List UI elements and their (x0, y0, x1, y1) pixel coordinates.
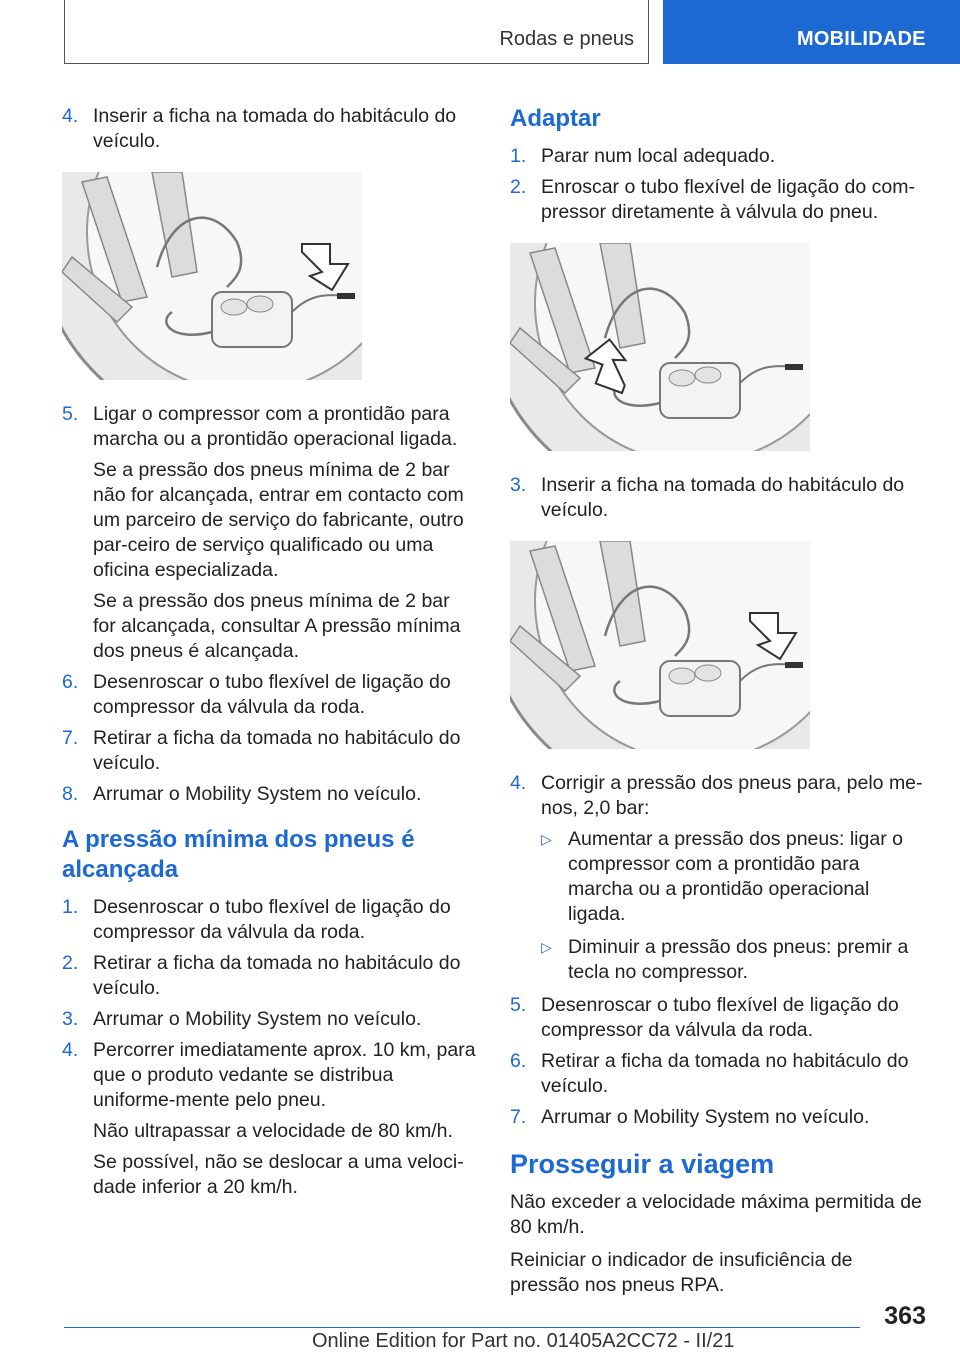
step-text: Corrigir a pressão dos pneus para, pelo me‐nos, 2,0 bar: (541, 772, 923, 819)
section-heading: Prosseguir a viagem (510, 1149, 775, 1179)
section-heading: A pressão mínima dos pneus é alcançada (62, 826, 415, 883)
step-item (62, 895, 476, 945)
step-number: 2. (510, 176, 527, 198)
step-number: 4. (62, 105, 79, 127)
note-paragraph: Se possível, não se deslocar a uma veloci‐dade inferior a 20 km/h. (93, 1151, 464, 1198)
step-number: 6. (510, 1050, 527, 1072)
page-number: 363 (884, 1302, 926, 1330)
step-text: Arrumar o Mobility System no veículo. (541, 1106, 870, 1128)
chapter-tab[interactable] (663, 0, 960, 64)
step-text: Desenroscar o tubo flexível de ligação do compressor da válvula da roda. (541, 994, 899, 1041)
step-text: Arrumar o Mobility System no veículo. (93, 1008, 422, 1030)
section-heading: Adaptar (510, 105, 601, 132)
sub-bullet (541, 935, 926, 985)
right-column (510, 104, 926, 1306)
step-text: Desenroscar o tubo flexível de ligação do compressor da válvula da roda. (93, 671, 451, 718)
step-number: 6. (62, 671, 79, 693)
step-text: Retirar a ficha da tomada no habitáculo do veículo. (541, 1050, 909, 1097)
step-number: 7. (62, 727, 79, 749)
step-text: Retirar a ficha da tomada no habitáculo do veículo. (93, 952, 461, 999)
step-text: Enroscar o tubo flexível de ligação do com‐pressor diretamente à válvula do pneu. (541, 176, 915, 223)
step-item (510, 993, 926, 1043)
step-item (510, 175, 926, 225)
step-item (510, 1049, 926, 1099)
step-item (510, 473, 926, 523)
step-text: Desenroscar o tubo flexível de ligação do compressor da válvula da roda. (93, 896, 451, 943)
step-text: Parar num local adequado. (541, 145, 776, 167)
step-number: 7. (510, 1106, 527, 1128)
step-text: Inserir a ficha na tomada do habitáculo do veículo. (93, 105, 457, 152)
step-text: Arrumar o Mobility System no veículo. (93, 783, 422, 805)
step-item (62, 726, 476, 776)
step-item (62, 951, 476, 1001)
sub-bullet-text: Diminuir a pressão dos pneus: premir a tecla no compressor. (568, 936, 909, 983)
valve-connection-illustration (510, 243, 810, 451)
footer-divider (64, 1327, 860, 1328)
triangle-bullet-icon: ▷ (541, 831, 552, 847)
edition-footer: Online Edition for Part no. 01405A2CC72 - II/21 (312, 1330, 735, 1352)
sub-bullet-text: Aumentar a pressão dos pneus: ligar o compressor com a prontidão para marcha ou a prontidão operacional ligada. (568, 828, 903, 925)
step-text: Percorrer imediatamente aprox. 10 km, para que o produto vedante se distribua uniforme‐mente pelo pneu. (93, 1039, 476, 1111)
step-number: 3. (510, 474, 527, 496)
step-number: 1. (510, 145, 527, 167)
step-item (510, 771, 926, 821)
body-paragraph: Reiniciar o indicador de insuficiência de pressão nos pneus RPA. (510, 1249, 853, 1296)
step-number: 2. (62, 952, 79, 974)
note-paragraph: Se a pressão dos pneus mínima de 2 bar não for alcançada, entrar em contacto com um parceiro de serviço do fabricante, outro par‐ceiro de serviço qualificado ou uma oficina especializada. (93, 459, 464, 581)
body-paragraph: Não exceder a velocidade máxima permitida de 80 km/h. (510, 1191, 922, 1238)
note-paragraph: Não ultrapassar a velocidade de 80 km/h. (93, 1120, 453, 1142)
step-item (62, 670, 476, 720)
step-item (62, 1007, 476, 1032)
step-text: Inserir a ficha na tomada do habitáculo do veículo. (541, 474, 905, 521)
step-number: 4. (510, 772, 527, 794)
step-item (62, 104, 476, 154)
sub-bullet (541, 827, 926, 927)
step-number: 5. (62, 403, 79, 425)
chapter-tab-label: MOBILIDADE (797, 28, 926, 50)
step-item (62, 782, 476, 807)
step-text: Retirar a ficha da tomada no habitáculo do veículo. (93, 727, 461, 774)
step-item (62, 1038, 476, 1113)
step-item (62, 402, 476, 452)
step-number: 5. (510, 994, 527, 1016)
step-number: 4. (62, 1039, 79, 1061)
step-number: 8. (62, 783, 79, 805)
triangle-bullet-icon: ▷ (541, 939, 552, 955)
step-text: Ligar o compressor com a prontidão para marcha ou a prontidão operacional ligada. (93, 403, 458, 450)
step-item (510, 1105, 926, 1130)
left-column (62, 104, 476, 1206)
step-item (510, 144, 926, 169)
step-number: 1. (62, 896, 79, 918)
section-title: Rodas e pneus (499, 28, 634, 50)
compressor-plug-illustration (510, 541, 810, 749)
compressor-plug-illustration (62, 172, 362, 380)
note-paragraph: Se a pressão dos pneus mínima de 2 bar for alcançada, consultar A pressão mínima dos pneus é alcançada. (93, 590, 461, 662)
step-number: 3. (62, 1008, 79, 1030)
